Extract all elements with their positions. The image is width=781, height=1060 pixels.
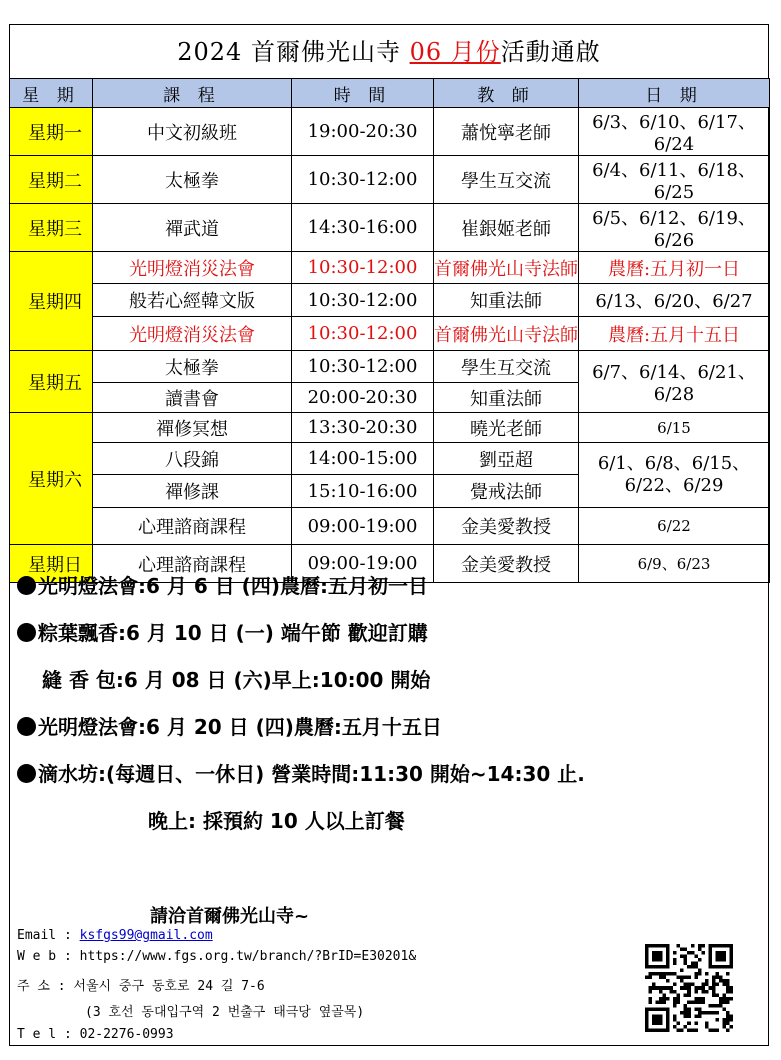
course-cell: 太極拳 [93,156,292,204]
note-item: 粽葉飄香:6 月 10 日 (一) 端午節 歡迎訂購 [17,617,428,646]
day-cell-thu: 星期四 [10,252,93,351]
teacher-cell: 首爾佛光山寺法師 [434,252,579,284]
time-cell: 19:00-20:30 [292,108,434,156]
table-row [10,156,770,204]
day-cell-mon: 星期一 [10,108,93,156]
bullet-icon [17,623,36,642]
teacher-cell: 覺戒法師 [434,475,579,508]
time-cell: 14:30-16:00 [292,204,434,252]
table-row [10,284,770,317]
dates-cell: 6/1、6/8、6/15、6/22、6/29 [579,443,770,508]
table-row [10,443,770,475]
dates-cell: 6/13、6/20、6/27 [579,284,770,317]
course-cell: 讀書會 [93,383,292,413]
time-cell: 10:30-12:00 [292,252,434,284]
table-row [10,108,770,156]
table-header-row [10,79,770,108]
dates-cell: 6/5、6/12、6/19、6/26 [579,204,770,252]
time-cell: 09:00-19:00 [292,545,434,583]
teacher-cell: 劉亞超 [434,443,579,475]
table-row [10,508,770,545]
dates-cell: 農曆:五月十五日 [579,317,770,351]
course-cell: 禪武道 [93,204,292,252]
course-cell: 光明燈消災法會 [93,317,292,351]
contact-web: W e b : https://www.fgs.org.tw/branch/?BrID=E30201& [17,949,417,964]
contact-email: Email : ksfgs99@gmail.com [17,928,213,943]
teacher-cell: 知重法師 [434,383,579,413]
schedule-table [9,78,770,583]
email-link[interactable]: ksfgs99@gmail.com [79,928,213,943]
time-cell: 10:30-12:00 [292,317,434,351]
header-teacher: 教 師 [434,79,579,108]
dates-cell: 6/3、6/10、6/17、6/24 [579,108,770,156]
note-item: 晚上: 採預約 10 人以上訂餐 [148,809,405,833]
course-cell: 禪修課 [93,475,292,508]
teacher-cell: 知重法師 [434,284,579,317]
time-cell: 13:30-20:30 [292,413,434,443]
bullet-icon [17,576,36,595]
qr-code-icon [645,944,733,1032]
dates-cell: 6/22 [579,508,770,545]
header-course: 課 程 [93,79,292,108]
course-cell: 心理諮商課程 [93,508,292,545]
page-title: 2024 首爾佛光山寺 06 月份活動通啟 [177,38,601,66]
note-item: 光明燈法會:6 月 6 日 (四)農曆:五月初一日 [17,570,428,599]
dates-cell: 6/7、6/14、6/21、6/28 [579,351,770,413]
dates-cell: 6/15 [579,413,770,443]
bullet-icon [17,764,36,783]
teacher-cell: 曉光老師 [434,413,579,443]
time-cell: 10:30-12:00 [292,156,434,204]
header-dates: 日 期 [579,79,770,108]
teacher-cell: 學生互交流 [434,351,579,383]
day-cell-sat: 星期六 [10,413,93,545]
time-cell: 10:30-12:00 [292,351,434,383]
table-row [10,204,770,252]
course-cell: 光明燈消災法會 [93,252,292,284]
teacher-cell: 蕭悅寧老師 [434,108,579,156]
time-cell: 15:10-16:00 [292,475,434,508]
teacher-cell: 金美愛教授 [434,508,579,545]
dates-cell: 6/4、6/11、6/18、6/25 [579,156,770,204]
teacher-cell: 崔銀姬老師 [434,204,579,252]
day-cell-wed: 星期三 [10,204,93,252]
day-cell-sun: 星期日 [10,545,93,583]
bullet-icon [17,717,36,736]
teacher-cell: 學生互交流 [434,156,579,204]
time-cell: 14:00-15:00 [292,443,434,475]
table-row [10,351,770,383]
note-item: 光明燈法會:6 月 20 日 (四)農曆:五月十五日 [17,711,442,740]
course-cell: 般若心經韓文版 [93,284,292,317]
contact-tel: T e l : 02-2276-0993 [17,1027,174,1042]
contact-address: 주 소 : 서울시 중구 동호로 24 길 7-6 [17,979,265,994]
table-row [10,317,770,351]
time-cell: 10:30-12:00 [292,284,434,317]
course-cell: 八段錦 [93,443,292,475]
course-cell: 禪修冥想 [93,413,292,443]
course-cell: 太極拳 [93,351,292,383]
table-row [10,252,770,284]
course-cell: 心理諮商課程 [93,545,292,583]
note-item: 滴水坊:(每週日、一休日) 營業時間:11:30 開始~14:30 止. [17,758,585,787]
note-item: 縫 香 包:6 月 08 日 (六)早上:10:00 開始 [42,668,431,692]
contact-address-detail: (3 호선 동대입구역 2 번출구 태극당 옆골목) [85,1005,365,1020]
course-cell: 中文初級班 [93,108,292,156]
table-row [10,413,770,443]
teacher-cell: 金美愛教授 [434,545,579,583]
time-cell: 09:00-19:00 [292,508,434,545]
day-cell-fri: 星期五 [10,351,93,413]
header-day: 星 期 [10,79,93,108]
day-cell-tue: 星期二 [10,156,93,204]
teacher-cell: 首爾佛光山寺法師 [434,317,579,351]
dates-cell: 農曆:五月初一日 [579,252,770,284]
dates-cell: 6/9、6/23 [579,545,770,583]
time-cell: 20:00-20:30 [292,383,434,413]
header-time: 時 間 [292,79,434,108]
contact-heading: 請洽首爾佛光山寺~ [150,906,310,927]
